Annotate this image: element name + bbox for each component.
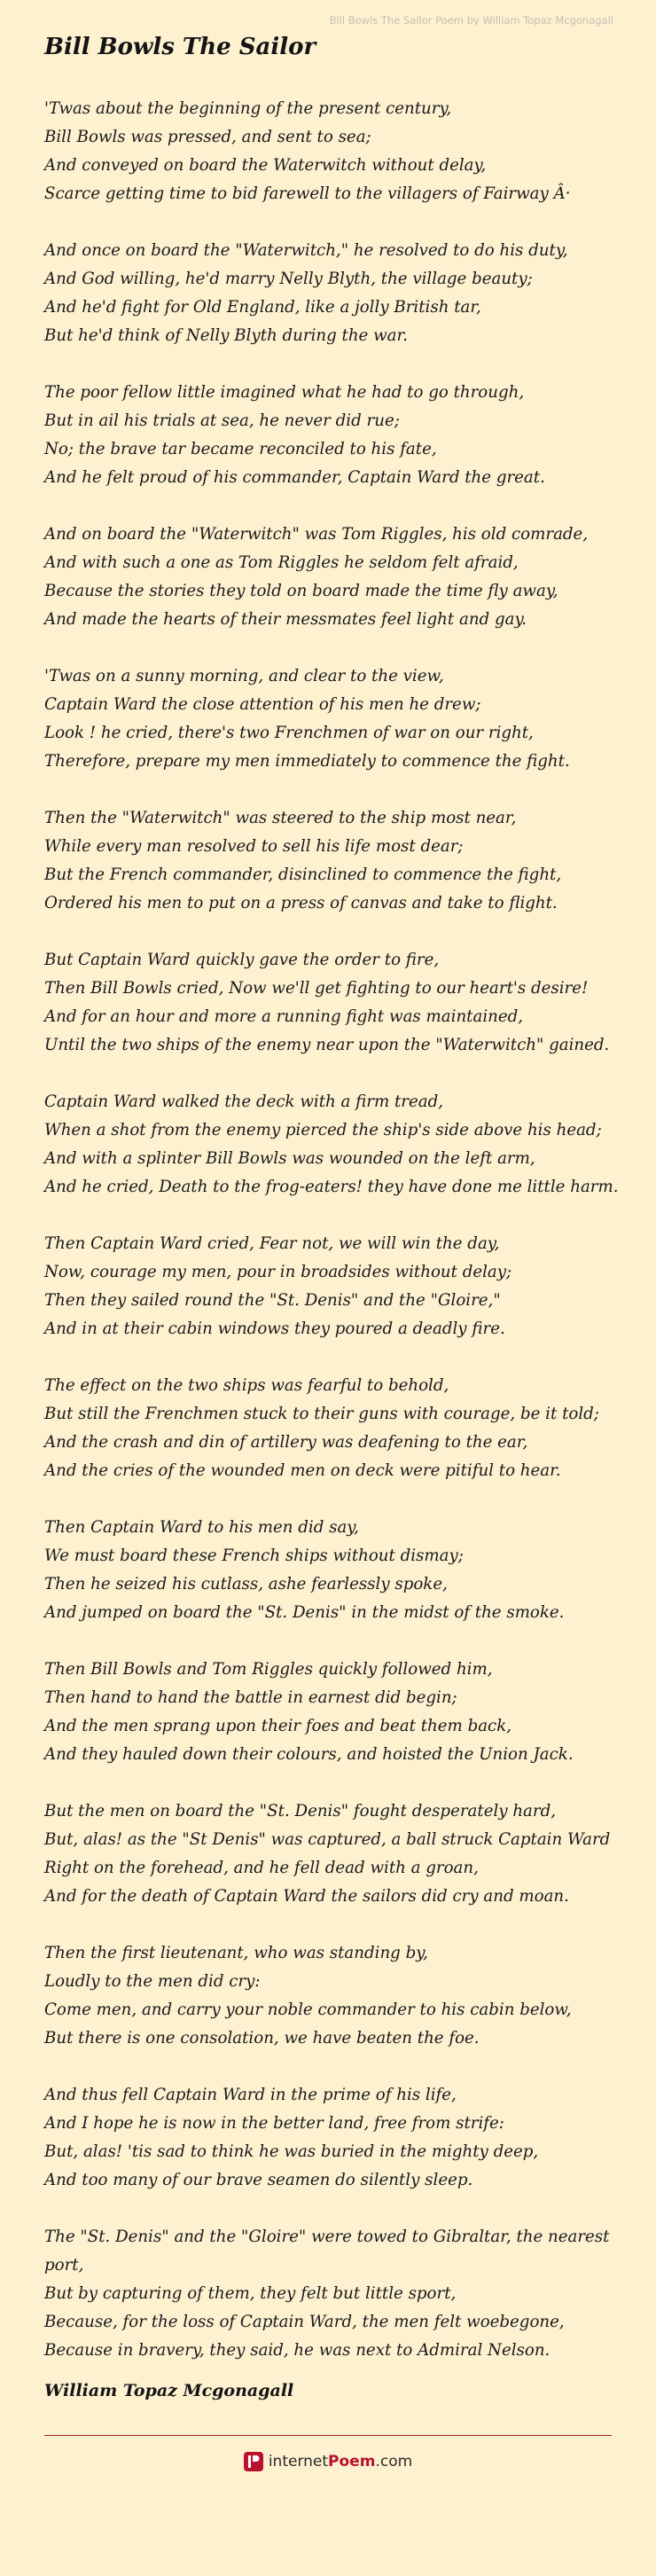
logo-text-prefix: internet	[268, 2453, 329, 2470]
poem-line: The "St. Denis" and the "Gloire" were towed to Gibraltar, the nearest port,	[44, 2228, 610, 2275]
poem-line: And made the hearts of their messmates feel light and gay.	[44, 610, 527, 629]
poem-stanza	[44, 379, 621, 492]
poem-line: Then they sailed round the "St. Denis" and the "Gloire,"	[44, 1291, 501, 1310]
poem-stanza	[44, 237, 621, 350]
poem-stanza	[44, 1230, 621, 1343]
poem-line: But, alas! 'tis sad to think he was buried in the mighty deep,	[44, 2142, 539, 2161]
poem-stanza	[44, 662, 621, 776]
poem-line: Because in bravery, they said, he was next to Admiral Nelson.	[44, 2341, 551, 2360]
internetpoem-logo-icon	[244, 2452, 263, 2471]
poem-line: Then the "Waterwitch" was steered to the ship most near,	[44, 809, 517, 827]
poem-stanza	[44, 946, 621, 1060]
poem-line: Then Captain Ward to his men did say,	[44, 1518, 359, 1537]
poem-line: Because, for the loss of Captain Ward, the men felt woebegone,	[44, 2313, 565, 2331]
poem-line: And the men sprang upon their foes and beat them back,	[44, 1717, 512, 1735]
logo-text-suffix: .com	[375, 2453, 413, 2470]
logo-text	[269, 2453, 412, 2470]
poem-line: Then Bill Bowls cried, Now we'll get fighting to our heart's desire!	[44, 979, 589, 998]
poem-line: Now, courage my men, pour in broadsides without delay;	[44, 1263, 512, 1281]
poem-line: And they hauled down their colours, and hoisted the Union Jack.	[44, 1745, 574, 1764]
poem-stanza	[44, 1797, 621, 1911]
poem-line: And I hope he is now in the better land, free from strife:	[44, 2114, 504, 2133]
poem-line: And he felt proud of his commander, Captain Ward the great.	[44, 468, 545, 487]
poem-stanza	[44, 1088, 621, 1202]
poem-title: Bill Bowls The Sailor	[44, 34, 316, 60]
poem-stanza	[44, 804, 621, 918]
poem-line: Captain Ward walked the deck with a firm tread,	[44, 1092, 444, 1111]
poem-line: Because the stories they told on board made the time fly away,	[44, 582, 558, 600]
poem-line: Then Captain Ward cried, Fear not, we will win the day,	[44, 1234, 500, 1253]
poem-line: Then Bill Bowls and Tom Riggles quickly followed him,	[44, 1660, 493, 1679]
poem-body	[44, 95, 621, 2393]
poem-line: We must board these French ships without dismay;	[44, 1546, 464, 1565]
poem-line: And for the death of Captain Ward the sailors did cry and moan.	[44, 1887, 569, 1906]
poem-line: The poor fellow little imagined what he had to go through,	[44, 383, 525, 402]
poem-line: And too many of our brave seamen do silently sleep.	[44, 2171, 473, 2189]
poem-line: Therefore, prepare my men immediately to commence the fight.	[44, 752, 570, 771]
poem-line: And in at their cabin windows they poured a deadly fire.	[44, 1319, 505, 1338]
poem-stanza	[44, 2081, 621, 2195]
poem-line: But by capturing of them, they felt but little sport,	[44, 2284, 457, 2303]
poem-line: But in ail his trials at sea, he never did rue;	[44, 411, 400, 430]
poem-line: Until the two ships of the enemy near upon the "Waterwitch" gained.	[44, 1036, 610, 1054]
logo-text-strong: Poem	[328, 2453, 376, 2470]
poem-line: And he cried, Death to the frog-eaters! they have done me little harm.	[44, 1178, 619, 1196]
poem-line: And God willing, he'd marry Nelly Blyth, the village beauty;	[44, 270, 533, 288]
poem-line: But, alas! as the "St Denis" was captured, a ball struck Captain Ward	[44, 1830, 611, 1849]
poem-line: But there is one consolation, we have beaten the foe.	[44, 2029, 480, 2047]
poem-stanza	[44, 95, 621, 208]
poem-line: But he'd think of Nelly Blyth during the war.	[44, 326, 408, 345]
page-credit: Bill Bowls The Sailor Poem by William Topaz Mcgonagall	[329, 14, 613, 27]
poem-line: Ordered his men to put on a press of canvas and take to flight.	[44, 894, 558, 912]
poem-line: Come men, and carry your noble commander to his cabin below,	[44, 2001, 572, 2019]
poem-line: And the cries of the wounded men on deck were pitiful to hear.	[44, 1461, 561, 1480]
poem-line: Then the first lieutenant, who was standing by,	[44, 1944, 428, 1962]
poem-line: 'Twas on a sunny morning, and clear to the view,	[44, 667, 444, 685]
poem-line: And with a splinter Bill Bowls was wounded on the left arm,	[44, 1149, 535, 1168]
poem-line: But the men on board the "St. Denis" fought desperately hard,	[44, 1802, 557, 1820]
poem-line: Captain Ward the close attention of his men he drew;	[44, 695, 481, 714]
poem-line: Look ! he cried, there's two Frenchmen of war on our right,	[44, 724, 534, 742]
poem-line: Then hand to hand the battle in earnest did begin;	[44, 1688, 457, 1707]
poem-line: And thus fell Captain Ward in the prime of his life,	[44, 2086, 457, 2104]
footer-divider	[44, 2435, 612, 2436]
poem-stanza	[44, 1372, 621, 1485]
poem-line: And jumped on board the "St. Denis" in the midst of the smoke.	[44, 1603, 565, 1622]
poem-stanza	[44, 1656, 621, 1769]
poem-line: And once on board the "Waterwitch," he resolved to do his duty,	[44, 241, 568, 260]
poem-line: And for an hour and more a running fight was maintained,	[44, 1007, 524, 1026]
poem-author[interactable]: William Topaz Mcgonagall	[44, 2381, 294, 2400]
site-logo[interactable]	[0, 2452, 656, 2471]
poem-line: And conveyed on board the Waterwitch without delay,	[44, 156, 487, 175]
poem-line: 'Twas about the beginning of the present century,	[44, 99, 452, 118]
poem-line: Loudly to the men did cry:	[44, 1972, 261, 1991]
poem-line: But Captain Ward quickly gave the order to fire,	[44, 951, 440, 969]
poem-stanza	[44, 2223, 621, 2365]
poem-line: And the crash and din of artillery was deafening to the ear,	[44, 1433, 528, 1452]
poem-line: Bill Bowls was pressed, and sent to sea;	[44, 128, 371, 146]
poem-line: Then he seized his cutlass, ashe fearlessly spoke,	[44, 1575, 448, 1593]
poem-line: But still the Frenchmen stuck to their guns with courage, be it told;	[44, 1405, 599, 1423]
poem-line: And with such a one as Tom Riggles he seldom felt afraid,	[44, 553, 519, 572]
poem-line: When a shot from the enemy pierced the ship's side above his head;	[44, 1121, 602, 1139]
poem-stanza	[44, 1514, 621, 1627]
poem-stanza	[44, 1939, 621, 2053]
poem-line: And on board the "Waterwitch" was Tom Riggles, his old comrade,	[44, 525, 589, 544]
poem-line: Right on the forehead, and he fell dead with a groan,	[44, 1859, 479, 1877]
poem-line: And he'd fight for Old England, like a jolly British tar,	[44, 298, 481, 317]
poem-line: The effect on the two ships was fearful to behold,	[44, 1376, 449, 1395]
poem-stanza	[44, 521, 621, 634]
poem-line: No; the brave tar became reconciled to his fate,	[44, 440, 437, 458]
poem-line: But the French commander, disinclined to commence the fight,	[44, 865, 562, 884]
poem-line: While every man resolved to sell his life most dear;	[44, 837, 464, 856]
poem-line: Scarce getting time to bid farewell to the villagers of Fairway Â·	[44, 184, 571, 203]
